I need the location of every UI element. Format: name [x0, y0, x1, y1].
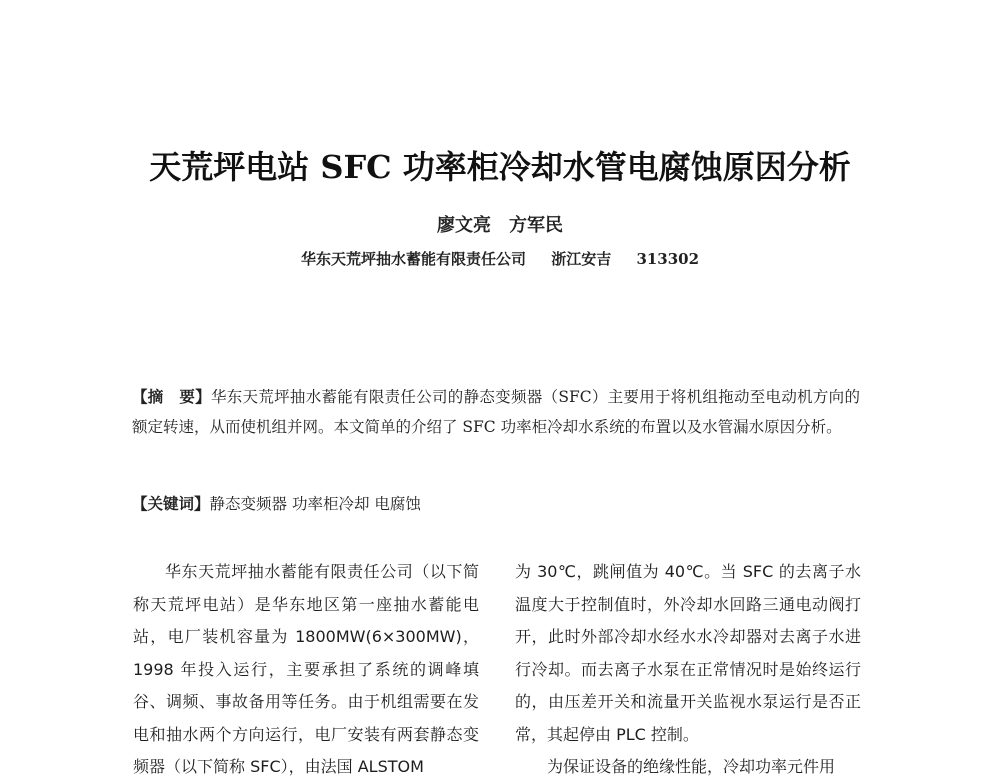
- abstract-label: 【摘 要】: [132, 388, 211, 406]
- keywords: [132, 490, 860, 518]
- affiliation-organization: 华东天荒坪抽水蓄能有限责任公司: [300, 250, 526, 268]
- affiliation-postcode: 313302: [636, 250, 700, 268]
- affiliation-location: 浙江安吉: [551, 250, 612, 268]
- body-paragraph-continued: 为 30℃，跳闸值为 40℃。当 SFC 的去离子水温度大于控制值时，外冷却水回路三通电动阀打开，此时外部冷却水经水水冷却器对去离子水进行冷却。而去离子水泵在正常情况时是始终运行的，由压差开关和流量开关监视水泵运行是否正常，其起停由 PLC 控制。: [515, 562, 861, 744]
- abstract: [132, 382, 860, 442]
- body-left-column: [133, 556, 479, 784]
- body-paragraph: 为保证设备的绝缘性能，冷却功率元件用: [547, 757, 836, 776]
- abstract-text: 华东天荒坪抽水蓄能有限责任公司的静态变频器（SFC）主要用于将机组拖动至电动机方向的额定转速，从而使机组并网。本文简单的介绍了 SFC 功率柜冷却水系统的布置以及水管漏水原因分析。: [132, 388, 860, 436]
- body-paragraph: 华东天荒坪抽水蓄能有限责任公司（以下简称天荒坪电站）是华东地区第一座抽水蓄能电站，电厂装机容量为 1800MW(6×300MW)，1998 年投入运行，主要承担了系统的调峰填谷、调频、事故备用等任务。由于机组需要在发电和抽水两个方向运行，电厂安装有两套静态变频器（以下简称 SFC），由法国 ALSTOM: [133, 562, 479, 776]
- paper-title: 天荒坪电站 SFC 功率柜冷却水管电腐蚀原因分析: [149, 148, 851, 186]
- affiliation: [0, 248, 1000, 269]
- keywords-label: 【关键词】: [132, 495, 210, 513]
- author-names: 廖文亮 方军民: [437, 215, 563, 236]
- body-right-column: [515, 556, 861, 784]
- keywords-text: 静态变频器 功率柜冷却 电腐蚀: [209, 495, 421, 513]
